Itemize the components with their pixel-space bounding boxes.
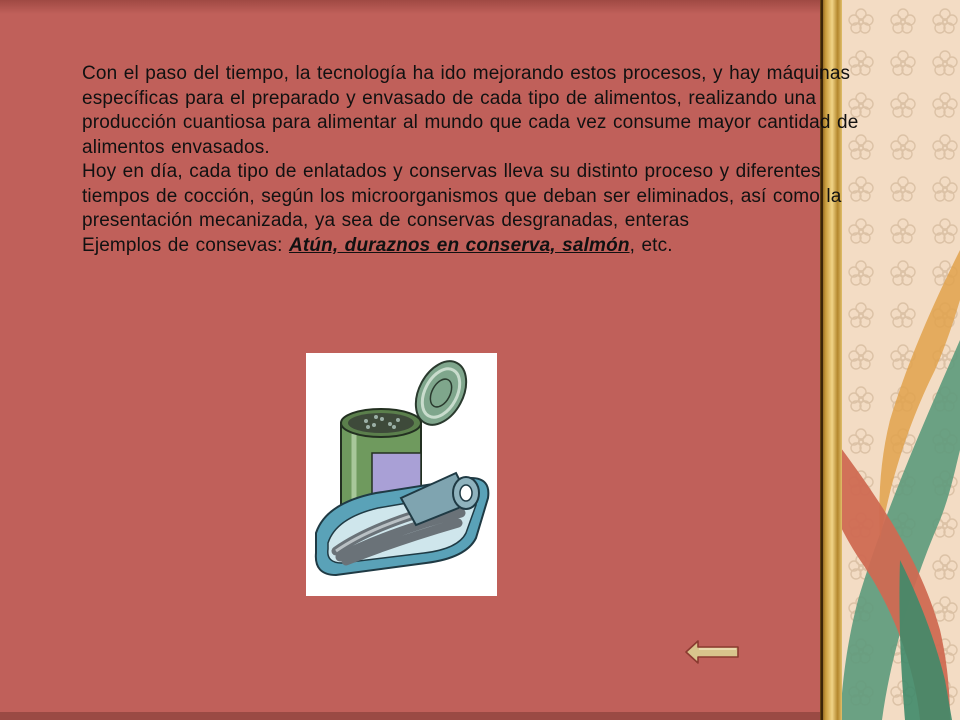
top-shadow xyxy=(0,0,840,14)
examples-prefix: Ejemplos de consevas: xyxy=(82,234,289,256)
paragraph-intro: Con el paso del tiempo, la tecnología ha ido mejorando estos procesos, y hay máquinas específicas para el preparado y envasado de cada tipo de alimentos, realizando una producción cuantiosa para alimentar al mundo que cada vez consume mayor cantidad de alimentos envasados. xyxy=(82,63,859,158)
examples-link[interactable]: Atún, duraznos en conserva, salmón xyxy=(288,234,630,256)
paragraph-processes: Hoy en día, cada tipo de enlatados y conservas lleva su distinto proceso y diferentes tiempos de cocción, según los microorganismos que deban ser eliminados, así como la presentación mecanizada, ya sea de conservas desgranadas, enteras xyxy=(82,161,842,231)
slide-text xyxy=(82,62,872,258)
back-arrow-button[interactable] xyxy=(684,639,740,665)
paragraph-examples xyxy=(82,234,872,259)
bottom-edge xyxy=(0,712,840,720)
examples-suffix: , etc. xyxy=(629,234,673,256)
left-arrow-icon xyxy=(686,641,738,663)
canned-food-clipart xyxy=(306,353,497,596)
